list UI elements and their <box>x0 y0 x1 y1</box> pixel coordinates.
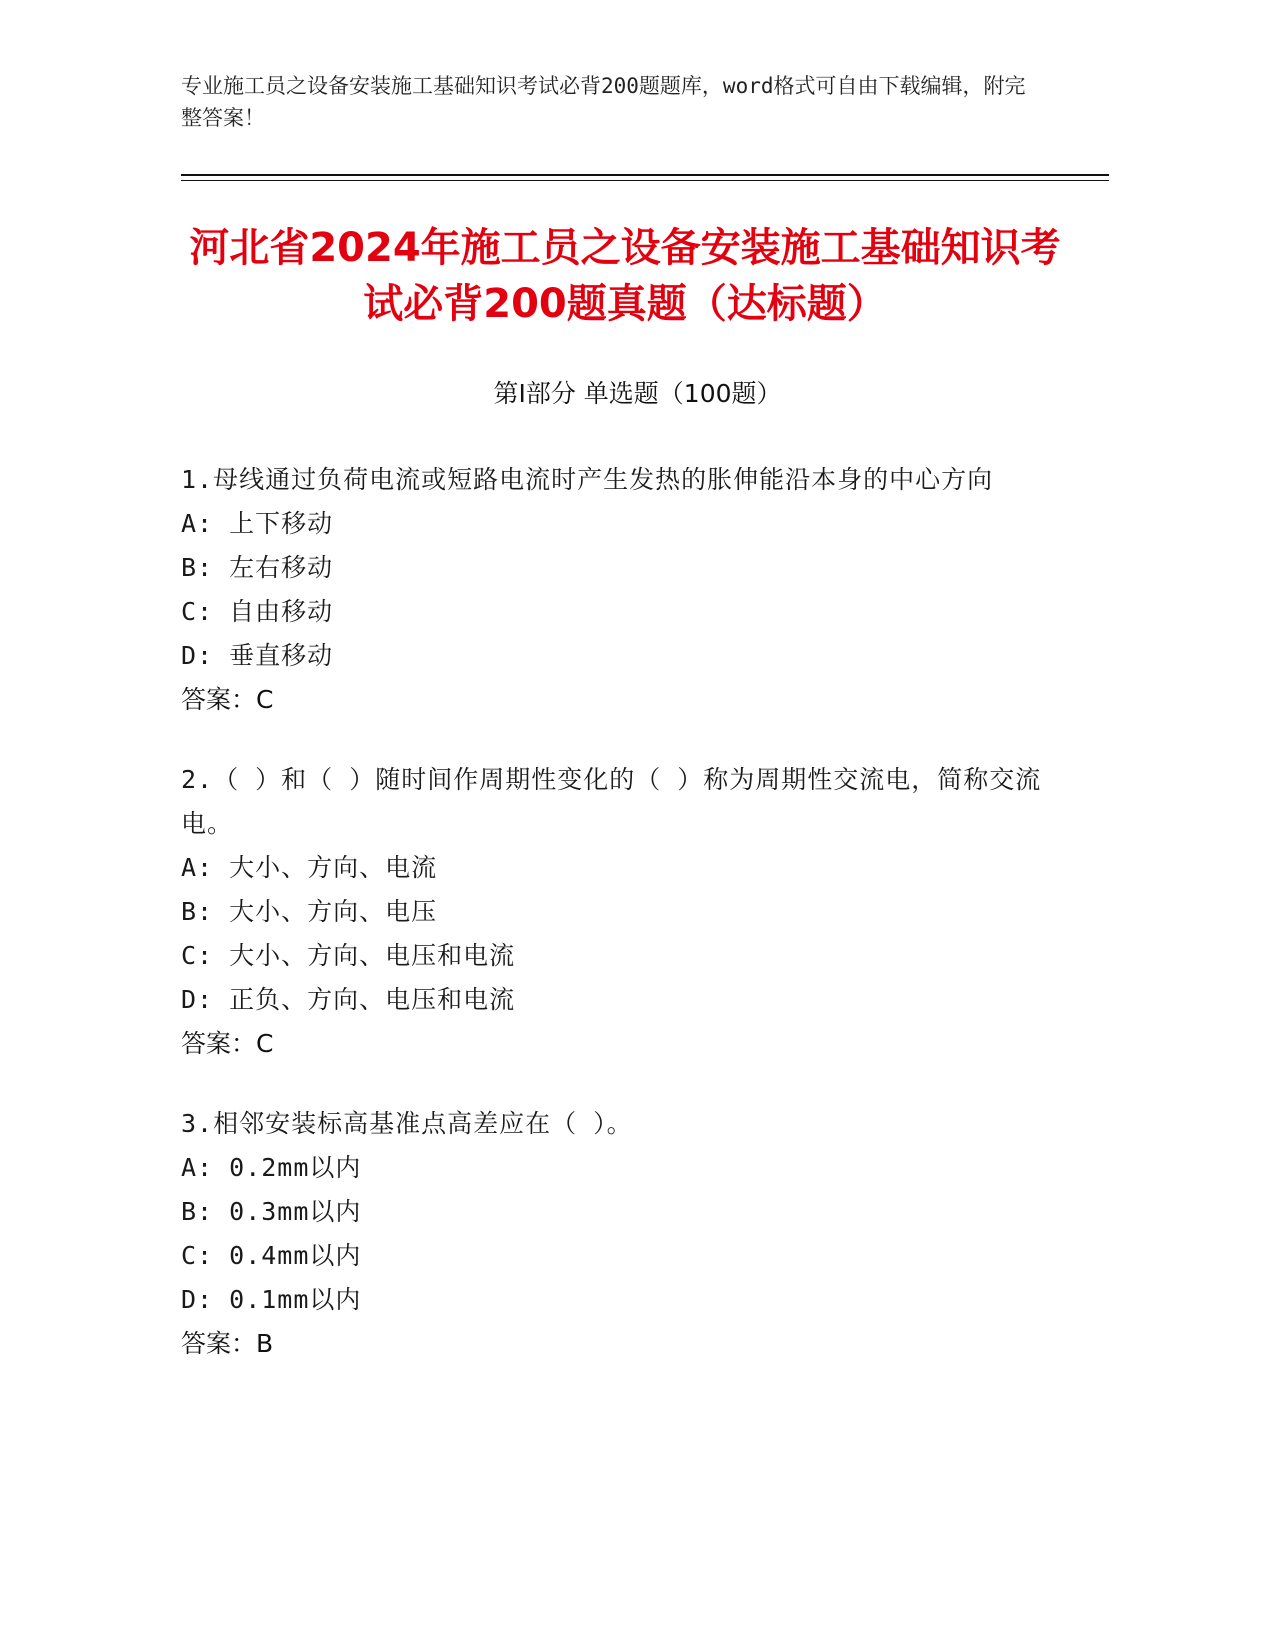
question-stem: 1.母线通过负荷电流或短路电流时产生发热的胀伸能沿本身的中心方向 <box>181 465 994 494</box>
option-a: A: 大小、方向、电流 <box>181 853 438 882</box>
option-a: A: 0.2mm以内 <box>181 1153 362 1182</box>
question-stem: 3.相邻安装标高基准点高差应在（ ）。 <box>181 1109 633 1138</box>
document-title: 河北省2024年施工员之设备安装施工基础知识考试必背200题真题（达标题） <box>189 225 1061 327</box>
option-b: B: 0.3mm以内 <box>181 1197 362 1226</box>
option-a: A: 上下移动 <box>181 509 334 538</box>
option-b: B: 大小、方向、电压 <box>181 897 438 926</box>
question-stem: 2.（ ）和（ ）随时间作周期性变化的（ ）称为周期性交流电，简称交流电。 <box>181 765 1042 838</box>
header-divider-thick <box>181 174 1109 176</box>
question-list <box>181 458 1061 1402</box>
question-2 <box>181 758 1061 1066</box>
option-d: D: 垂直移动 <box>181 641 334 670</box>
answer: 答案：B <box>181 1329 274 1358</box>
answer: 答案：C <box>181 685 274 714</box>
header-note: 专业施工员之设备安装施工基础知识考试必背200题题库，word格式可自由下载编辑，附完整答案！ <box>181 74 1026 130</box>
section-title: 第I部分 单选题（100题） <box>493 379 782 408</box>
option-c: C: 大小、方向、电压和电流 <box>181 941 516 970</box>
header-divider-thin <box>181 180 1109 181</box>
question-1 <box>181 458 1061 722</box>
option-c: C: 自由移动 <box>181 597 334 626</box>
option-b: B: 左右移动 <box>181 553 334 582</box>
option-d: D: 0.1mm以内 <box>181 1285 362 1314</box>
option-c: C: 0.4mm以内 <box>181 1241 362 1270</box>
option-d: D: 正负、方向、电压和电流 <box>181 985 516 1014</box>
answer: 答案：C <box>181 1029 274 1058</box>
question-3 <box>181 1102 1061 1366</box>
